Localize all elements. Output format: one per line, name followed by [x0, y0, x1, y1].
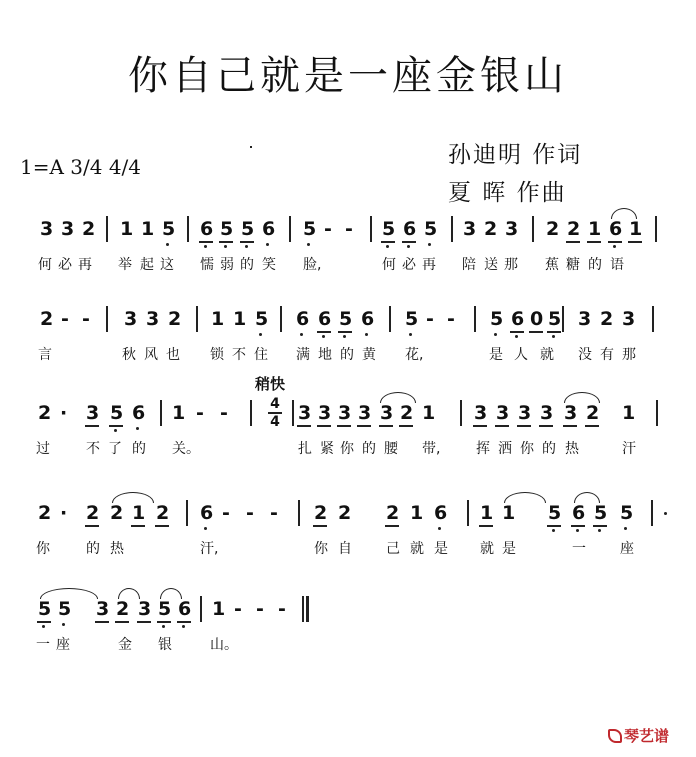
- note: 5: [382, 218, 396, 240]
- octave-dot: [552, 335, 555, 338]
- note-underline: [157, 621, 171, 623]
- octave-dot: [407, 245, 410, 248]
- note-underline: [137, 621, 151, 623]
- octave-dot: [598, 529, 601, 532]
- note-underline: [357, 425, 371, 427]
- note: 1: [120, 218, 134, 240]
- note: 5: [241, 218, 255, 240]
- note: 1: [502, 502, 516, 524]
- note-underline: [199, 241, 213, 243]
- note-underline: [155, 525, 169, 527]
- lyric-char: 送: [484, 257, 498, 273]
- lyric-char: 风: [144, 347, 158, 363]
- tie-slur: [611, 208, 637, 219]
- note: 3: [338, 402, 352, 424]
- lyric-char: 那: [622, 347, 636, 363]
- note: 2: [600, 308, 614, 330]
- note: 6: [296, 308, 310, 330]
- note-underline: [219, 241, 233, 243]
- lyric-char: 金: [118, 637, 132, 653]
- note: 5: [255, 308, 269, 330]
- note: 2: [386, 502, 400, 524]
- note: 5: [303, 218, 317, 240]
- note: 1: [622, 402, 636, 424]
- lyric-char: 弱: [220, 257, 234, 273]
- lyric-char: 紧: [320, 441, 334, 457]
- octave-dot: [409, 333, 412, 336]
- note-underline: [338, 331, 352, 333]
- lyric-char: 没: [578, 347, 592, 363]
- tie-slur: [40, 588, 98, 599]
- time-signature-bottom: 4: [270, 414, 280, 430]
- note-underline: [385, 525, 399, 527]
- note-underline: [529, 331, 543, 333]
- barline: [200, 596, 202, 622]
- octave-dot: [494, 333, 497, 336]
- note: 5: [620, 502, 634, 524]
- lyric-char: 必: [402, 257, 416, 273]
- note: 3: [578, 308, 592, 330]
- note: 3: [622, 308, 636, 330]
- lyric-char: 座: [620, 541, 634, 557]
- note: 6: [511, 308, 525, 330]
- lyric-char: 必: [58, 257, 72, 273]
- note-underline: [628, 241, 642, 243]
- note: 6: [361, 308, 375, 330]
- note-underline: [115, 621, 129, 623]
- lyric-char: 是: [502, 541, 516, 557]
- barline: [451, 216, 453, 242]
- key-signature: 1=A 3/4 4/4: [20, 155, 142, 179]
- note: -: [61, 308, 69, 330]
- note-underline: [473, 425, 487, 427]
- note: 6: [200, 502, 214, 524]
- note: 2: [168, 308, 182, 330]
- barline: [186, 500, 188, 526]
- lyric-char: 何: [38, 257, 52, 273]
- note-underline: [563, 425, 577, 427]
- note: 2: [82, 218, 96, 240]
- note: -: [447, 308, 455, 330]
- barline: [289, 216, 291, 242]
- barline: [187, 216, 189, 242]
- lyric-char: 的: [240, 257, 254, 273]
- note: 6: [178, 598, 192, 620]
- note: 5: [548, 308, 562, 330]
- lyric-char: 了: [108, 441, 122, 457]
- lyric-char: 你: [314, 541, 328, 557]
- composer-credit: 夏 晖 作曲: [448, 180, 567, 206]
- note: 1: [629, 218, 643, 240]
- lyric-char: 不: [86, 441, 100, 457]
- note-underline: [317, 331, 331, 333]
- note-underline: [547, 331, 561, 333]
- note: 5: [158, 598, 172, 620]
- note: 6: [609, 218, 623, 240]
- barline: [250, 400, 252, 426]
- barline: [298, 500, 300, 526]
- note-underline: [402, 241, 416, 243]
- note-underline: [495, 425, 509, 427]
- note: 5: [110, 402, 124, 424]
- note: 1: [422, 402, 436, 424]
- note: 1: [132, 502, 146, 524]
- lyric-char: 笑: [262, 257, 276, 273]
- lyric-char: 锁: [210, 347, 224, 363]
- note: 2: [400, 402, 414, 424]
- lyric-char: 秋: [122, 347, 136, 363]
- lyric-char: 再: [422, 257, 436, 273]
- lyric-char: 己: [386, 541, 400, 557]
- tie-slur: [504, 492, 546, 503]
- note-underline: [109, 425, 123, 427]
- watermark-logo: [608, 725, 669, 746]
- note: 2: [338, 502, 352, 524]
- lyric-char: 的: [542, 441, 556, 457]
- lyric-char: 这: [160, 257, 174, 273]
- octave-dot: [62, 623, 65, 626]
- note: 3: [40, 218, 54, 240]
- note: 1: [588, 218, 602, 240]
- octave-dot: [386, 245, 389, 248]
- lyric-char: 的: [362, 441, 376, 457]
- note: 2: [110, 502, 124, 524]
- note: 6: [572, 502, 586, 524]
- note: 2: [86, 502, 100, 524]
- note: 5: [38, 598, 52, 620]
- lyric-char: 有: [600, 347, 614, 363]
- barline: [389, 306, 391, 332]
- octave-dot: [343, 335, 346, 338]
- note: 1: [211, 308, 225, 330]
- note-underline: [547, 525, 561, 527]
- barline: [474, 306, 476, 332]
- note: 5: [594, 502, 608, 524]
- barline: [652, 306, 654, 332]
- note: 5: [339, 308, 353, 330]
- note: 6: [132, 402, 146, 424]
- note: 1: [410, 502, 424, 524]
- note: -: [270, 502, 278, 524]
- note: 3: [540, 402, 554, 424]
- note: 1: [212, 598, 226, 620]
- octave-dot: [552, 529, 555, 532]
- note: 3: [474, 402, 488, 424]
- tie-slur: [160, 588, 182, 599]
- lyric-char: 挥: [476, 441, 490, 457]
- note: 2: [116, 598, 130, 620]
- octave-dot: [166, 243, 169, 246]
- barline: [292, 400, 294, 426]
- note: -: [234, 598, 242, 620]
- note-underline: [571, 525, 585, 527]
- note-underline: [510, 331, 524, 333]
- lyric-char: 就: [540, 347, 554, 363]
- logo-icon: [608, 729, 622, 743]
- lyric-char: 起: [140, 257, 154, 273]
- barline: [651, 500, 653, 526]
- octave-dot: [613, 245, 616, 248]
- octave-dot: [259, 333, 262, 336]
- lyric-char: 你: [340, 441, 354, 457]
- octave-dot: [515, 335, 518, 338]
- lyric-char: 黄: [362, 347, 376, 363]
- lyric-char: 的: [86, 541, 100, 557]
- lyric-char: 汗: [622, 441, 636, 457]
- logo-text: 琴艺谱: [624, 727, 670, 745]
- note: 3: [564, 402, 578, 424]
- note-underline: [177, 621, 191, 623]
- note: 3: [496, 402, 510, 424]
- barline: [656, 400, 658, 426]
- note: -: [246, 502, 254, 524]
- note: -: [220, 402, 228, 424]
- note-underline: [381, 241, 395, 243]
- note-underline: [517, 425, 531, 427]
- octave-dot: [114, 429, 117, 432]
- tie-slur: [380, 392, 416, 403]
- note: 3: [518, 402, 532, 424]
- lyric-char: 山。: [210, 637, 238, 653]
- note: 3: [138, 598, 152, 620]
- note: 3: [96, 598, 110, 620]
- note: 5: [490, 308, 504, 330]
- lyric-char: 的: [340, 347, 354, 363]
- barline: [532, 216, 534, 242]
- note: 2: [546, 218, 560, 240]
- note: 6: [200, 218, 214, 240]
- note: 3: [86, 402, 100, 424]
- note: 3: [358, 402, 372, 424]
- note: 2: [156, 502, 170, 524]
- note: 1: [480, 502, 494, 524]
- note: 5: [548, 502, 562, 524]
- octave-dot: [307, 243, 310, 246]
- lyric-char: 一: [36, 637, 50, 653]
- barline: [562, 306, 564, 332]
- time-signature-top: 4: [270, 396, 280, 412]
- lyric-char: 热: [565, 441, 579, 457]
- lyric-char: 地: [318, 347, 332, 363]
- lyricist-credit: 孙迪明 作词: [448, 142, 583, 168]
- note: 5: [220, 218, 234, 240]
- lyric-char: 的: [588, 257, 602, 273]
- note: 1: [172, 402, 186, 424]
- note: 1: [233, 308, 247, 330]
- octave-dot: [224, 245, 227, 248]
- tie-slur: [574, 492, 600, 503]
- octave-dot: [162, 625, 165, 628]
- lyric-char: 汗,: [200, 541, 219, 557]
- octave-dot: [245, 245, 248, 248]
- octave-dot: [204, 527, 207, 530]
- barline: [302, 596, 304, 622]
- song-title: 你自己就是一座金银山: [128, 53, 568, 99]
- lyric-char: 是: [434, 541, 448, 557]
- note-underline: [608, 241, 622, 243]
- note: 6: [318, 308, 332, 330]
- octave-dot: [322, 335, 325, 338]
- lyric-char: 自: [338, 541, 352, 557]
- note: -: [324, 218, 332, 240]
- barline: [106, 306, 108, 332]
- tie-slur: [564, 392, 600, 403]
- note: -: [278, 598, 286, 620]
- note: 2: [40, 308, 54, 330]
- octave-dot: [182, 625, 185, 628]
- lyric-char: 就: [480, 541, 494, 557]
- note: 6: [262, 218, 276, 240]
- octave-dot: [266, 243, 269, 246]
- note-underline: [337, 425, 351, 427]
- note-underline: [240, 241, 254, 243]
- octave-dot: [42, 625, 45, 628]
- tempo-marking: 稍快: [255, 375, 286, 393]
- note: 1: [141, 218, 155, 240]
- note: 3: [380, 402, 394, 424]
- lyric-char: 是: [489, 347, 503, 363]
- note: 2: [567, 218, 581, 240]
- lyric-char: 再: [78, 257, 92, 273]
- lyric-char: 懦: [200, 257, 214, 273]
- note: 2: [38, 502, 52, 524]
- stray-dot: [250, 146, 252, 148]
- lyric-char: 扎: [298, 441, 312, 457]
- note-underline: [317, 425, 331, 427]
- octave-dot: [365, 333, 368, 336]
- note: 2: [586, 402, 600, 424]
- lyric-char: 的: [132, 441, 146, 457]
- octave-dot: [624, 527, 627, 530]
- lyric-char: 那: [504, 257, 518, 273]
- note-underline: [585, 425, 599, 427]
- note-underline: [593, 525, 607, 527]
- note-underline: [297, 425, 311, 427]
- note: 6: [434, 502, 448, 524]
- lyric-char: 语: [610, 257, 624, 273]
- barline: [106, 216, 108, 242]
- barline: [467, 500, 469, 526]
- note: 2: [484, 218, 498, 240]
- lyric-char: 人: [514, 347, 528, 363]
- lyric-char: 花,: [405, 347, 424, 363]
- lyric-char: 你: [520, 441, 534, 457]
- note: 6: [403, 218, 417, 240]
- note: 5: [162, 218, 176, 240]
- barline: [655, 216, 657, 242]
- note-underline: [85, 425, 99, 427]
- barline: [460, 400, 462, 426]
- note: ·: [60, 502, 68, 524]
- note: -: [196, 402, 204, 424]
- octave-dot: [438, 527, 441, 530]
- lyric-char: 座: [56, 637, 70, 653]
- octave-dot: [300, 333, 303, 336]
- note: 3: [146, 308, 160, 330]
- lyric-char: 满: [296, 347, 310, 363]
- lyric-char: 腰: [384, 441, 398, 457]
- note: 5: [58, 598, 72, 620]
- lyric-char: 银: [158, 637, 172, 653]
- note: 2: [314, 502, 328, 524]
- note-underline: [379, 425, 393, 427]
- note: -: [82, 308, 90, 330]
- note-underline: [479, 525, 493, 527]
- note: 3: [298, 402, 312, 424]
- note: 5: [424, 218, 438, 240]
- lyric-char: 洒: [498, 441, 512, 457]
- tie-slur: [112, 492, 154, 503]
- octave-dot: [428, 243, 431, 246]
- barline: [160, 400, 162, 426]
- note-underline: [399, 425, 413, 427]
- lyric-char: 一: [572, 541, 586, 557]
- lyric-char: 过: [36, 441, 50, 457]
- lyric-char: 举: [118, 257, 132, 273]
- tie-slur: [118, 588, 140, 599]
- note-underline: [85, 525, 99, 527]
- note: 2: [38, 402, 52, 424]
- note: 3: [505, 218, 519, 240]
- note: -: [256, 598, 264, 620]
- lyric-char: 就: [410, 541, 424, 557]
- lyric-char: 你: [36, 541, 50, 557]
- note: 3: [463, 218, 477, 240]
- lyric-char: 关。: [172, 441, 200, 457]
- note: 3: [318, 402, 332, 424]
- lyric-char: 陪: [462, 257, 476, 273]
- note-underline: [131, 525, 145, 527]
- lyric-char: 蕉: [545, 257, 559, 273]
- note-underline: [587, 241, 601, 243]
- note: 3: [61, 218, 75, 240]
- final-barline: [306, 596, 309, 622]
- barline: [280, 306, 282, 332]
- note: 3: [124, 308, 138, 330]
- repeat-dot: [664, 512, 667, 515]
- note: -: [222, 502, 230, 524]
- lyric-char: 热: [110, 541, 124, 557]
- lyric-char: 糖: [566, 257, 580, 273]
- lyric-char: 带,: [422, 441, 441, 457]
- lyric-char: 不: [232, 347, 246, 363]
- note-underline: [566, 241, 580, 243]
- lyric-char: 住: [254, 347, 268, 363]
- note-underline: [37, 621, 51, 623]
- note: 5: [405, 308, 419, 330]
- barline: [370, 216, 372, 242]
- lyric-char: 言: [38, 347, 52, 363]
- note-underline: [95, 621, 109, 623]
- lyric-char: 何: [382, 257, 396, 273]
- lyric-char: 脸,: [303, 257, 322, 273]
- octave-dot: [204, 245, 207, 248]
- barline: [196, 306, 198, 332]
- octave-dot: [136, 427, 139, 430]
- note: ·: [60, 402, 68, 424]
- note: -: [345, 218, 353, 240]
- note: -: [426, 308, 434, 330]
- note-underline: [313, 525, 327, 527]
- note-underline: [539, 425, 553, 427]
- lyric-char: 也: [166, 347, 180, 363]
- note: 0: [530, 308, 544, 330]
- octave-dot: [576, 529, 579, 532]
